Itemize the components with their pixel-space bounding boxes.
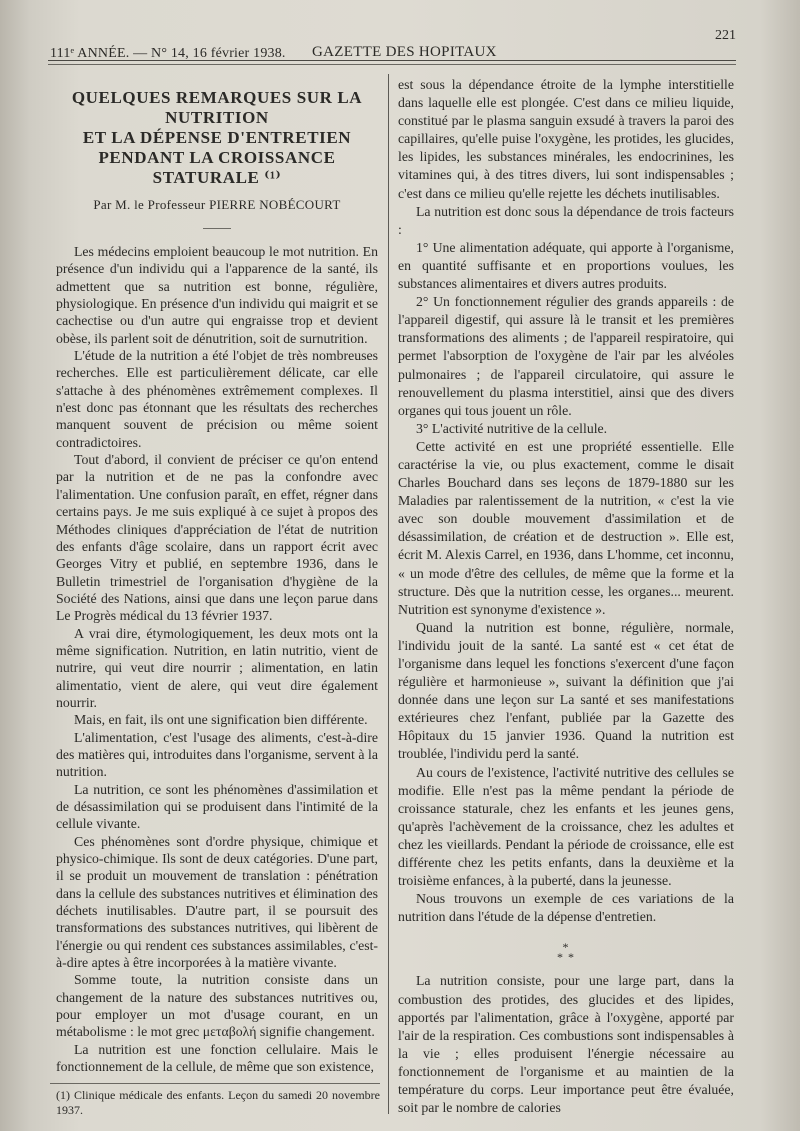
left-column xyxy=(56,78,378,1076)
paragraph: Tout d'abord, il convient de préciser ce qu'on entend par la nutrition et de ne pas la confondre avec l'alimentation. Une confusion paraît, en effet, régner dans certains pays. Je me suis expliqué à ce sujet à propos des Méthodes cliniques d'appréciation de l'état de nutrition des enfants d'âge scolaire, dans un rapport écrit avec Georges Vitry et publié, en septembre 1936, dans le Bulletin trimestriel de l'organisation d'hygiène de la Société des Nations, ainsi que dans une leçon parue dans Le Progrès médical du 13 février 1937. xyxy=(56,452,378,624)
paragraph: Quand la nutrition est bonne, régulière, normale, l'individu jouit de la santé. La santé est « cet état de l'organisme dans lequel les fonctions s'exercent d'une façon régulière et harmonieuse », suivant la définition que j'ai donnée dans une leçon sur La santé et ses manifestations extérieures chez l'enfant, publiée par la Gazette des Hôpitaux du 15 janvier 1936. Quand la nutrition est troublée, l'individu perd la santé. xyxy=(398,619,734,762)
paragraph: Cette activité en est une propriété essentielle. Elle caractérise la vie, ou plus exactement, comme le disait Charles Bouchard dans ses leçons de 1879-1880 sur les Maladies par ralentissement de la nutrition, « c'est la vie avec son double mouvement d'assimilation et de désassimilation, de création et de destruction ». Elle est, écrit M. Alexis Carrel, en 1936, dans L'homme, cet inconnu, « un mode d'être des cellules, de même que la forme et la structure. Dès que la nutrition cesse, les organes... meurent. Nutrition est synonyme d'existence ». xyxy=(398,438,734,617)
header-rule xyxy=(48,60,736,61)
paragraph: Somme toute, la nutrition consiste dans un changement de la nature des substances nutritives ou, pour employer un mot d'usage courant, en un métabolisme : le mot grec μεταβολή signifie changement. xyxy=(56,972,378,1040)
title-separator xyxy=(203,228,231,229)
paragraph: Les médecins emploient beaucoup le mot nutrition. En présence d'un individu qui a l'apparence de la santé, ils admettent que sa nutrition est bonne, régulière, physiologique. En présence d'un individu qui maigrit et se cachectise ou d'un autre qui engraisse trop et devient obèse, ils parlent soit de dénutrition, soit de surnutrition. xyxy=(56,244,378,346)
section-dinkus: * * * xyxy=(557,940,575,965)
paragraph: 1° Une alimentation adéquate, qui apporte à l'organisme, en quantité suffisante et en proportions voulues, les substances alimentaires et divers autres produits. xyxy=(398,239,734,292)
footnote-rule xyxy=(50,1083,380,1084)
paragraph: Ces phénomènes sont d'ordre physique, chimique et physico-chimique. Ils sont de deux catégories. D'une part, il se produit un mouvement de translation : pénétration dans la cellule des substances nutritives et élimination des déchets inutilisables. D'autre part, il se poursuit des transformations des substances nutritives, qui libèrent de l'énergie ou qui rendent ces substances assimilables, c'est-à-dire aptes à être incorporées à la matière vivante. xyxy=(56,833,378,971)
paragraph: Au cours de l'existence, l'activité nutritive des cellules se modifie. Elle n'est pas la même pendant la période de croissance staturale, chez les enfants et les jeunes gens, qu'après l'achèvement de la croissance, chez les adultes et chez les vieillards. Pendant la période de croissance, elle est différente chez les petits enfants, dans la deuxième et la troisième enfances, à la puberté, dans la jeunesse. xyxy=(398,764,734,889)
paragraph: La nutrition, ce sont les phénomènes d'assimilation et de désassimilation qui se produisent dans l'intimité de la cellule vivante. xyxy=(56,781,378,832)
page-number: 221 xyxy=(715,28,736,43)
article-title xyxy=(56,88,378,188)
paragraph: L'étude de la nutrition a été l'objet de très nombreuses recherches. Elle est particulièrement délicate, car elle s'attache à des phénomènes extrêmement complexes. Il n'est donc pas étonnant que les résultats des recherches manquent souvent de précision ou même soient contradictoires. xyxy=(56,348,378,450)
journal-title: GAZETTE DES HOPITAUX xyxy=(312,44,497,60)
title-line: PENDANT LA CROISSANCE STATURALE ⁽¹⁾ xyxy=(98,148,336,187)
footnote: (1) Clinique médicale des enfants. Leçon du samedi 20 novembre 1937. xyxy=(56,1088,380,1117)
paragraph: 3° L'activité nutritive de la cellule. xyxy=(416,420,608,436)
issue-info: 111ᵉ ANNÉE. — N° 14, 16 février 1938. xyxy=(50,46,286,61)
paragraph: Mais, en fait, ils ont une signification bien différente. xyxy=(74,712,368,728)
title-line: QUELQUES REMARQUES SUR LA NUTRITION xyxy=(71,88,363,127)
right-column xyxy=(398,76,734,1117)
paragraph: 2° Un fonctionnement régulier des grands appareils : de l'appareil digestif, qui assure là le transit et les premières transformations des aliments ; de l'appareil respiratoire, qui permet l'absorption de l'oxygène de l'air par les alvéoles pulmonaires ; de l'appareil circulatoire, qui assure le renouvellement du plasma interstitiel, ainsi que des divers organes qui tous jouent un rôle. xyxy=(398,294,734,418)
running-header xyxy=(50,24,740,61)
paragraph: La nutrition est une fonction cellulaire. Mais le fonctionnement de la cellule, de même que son existence, xyxy=(56,1041,378,1075)
column-divider xyxy=(388,74,389,1114)
paragraph: L'alimentation, c'est l'usage des aliments, c'est-à-dire des matières qui, introduites dans l'organisme, servent à la nutrition. xyxy=(56,729,378,780)
paragraph: A vrai dire, étymologiquement, les deux mots ont la même signification. Nutrition, en latin nutritio, vient de nutrire, qui veut dire nourrir ; alimentation, en latin alimentatio, vient de alere, qui veut dire également nourrir. xyxy=(56,625,378,710)
paragraph: est sous la dépendance étroite de la lymphe interstitielle dans laquelle elle est plongée. C'est dans ce milieu liquide, constitué par le plasma sanguin exsudé à travers la paroi des capillaires, qu'elle puise l'oxygène, les protides, les glucides, les lipides, les substances minérales, les endocrinines, les vitamines qui, à des titres divers, lui sont indispensables ; c'est dans ce milieu qu'elle rejette les déchets inutilisables. xyxy=(398,77,734,201)
paragraph: La nutrition consiste, pour une large part, dans la combustion des protides, des glucides et des lipides, apportés par l'alimentation, grâce à l'oxygène, apporté par l'air de la respiration. Ces combustions sont indispensables à la vie ; elles produisent l'énergie nécessaire au fonctionnement de l'organisme et au maintien de la température du corps. Leur importance peut être évaluée, soit par le nombre de calories xyxy=(398,973,734,1116)
header-rule-thin xyxy=(48,64,736,65)
paragraph: Nous trouvons un exemple de ces variations de la nutrition dans l'étude de la dépense d'entretien. xyxy=(398,891,734,925)
paragraph: La nutrition est donc sous la dépendance de trois facteurs : xyxy=(398,203,734,237)
title-line: ET LA DÉPENSE D'ENTRETIEN xyxy=(82,128,352,147)
author-byline: Par M. le Professeur PIERRE NOBÉCOURT xyxy=(93,197,341,212)
